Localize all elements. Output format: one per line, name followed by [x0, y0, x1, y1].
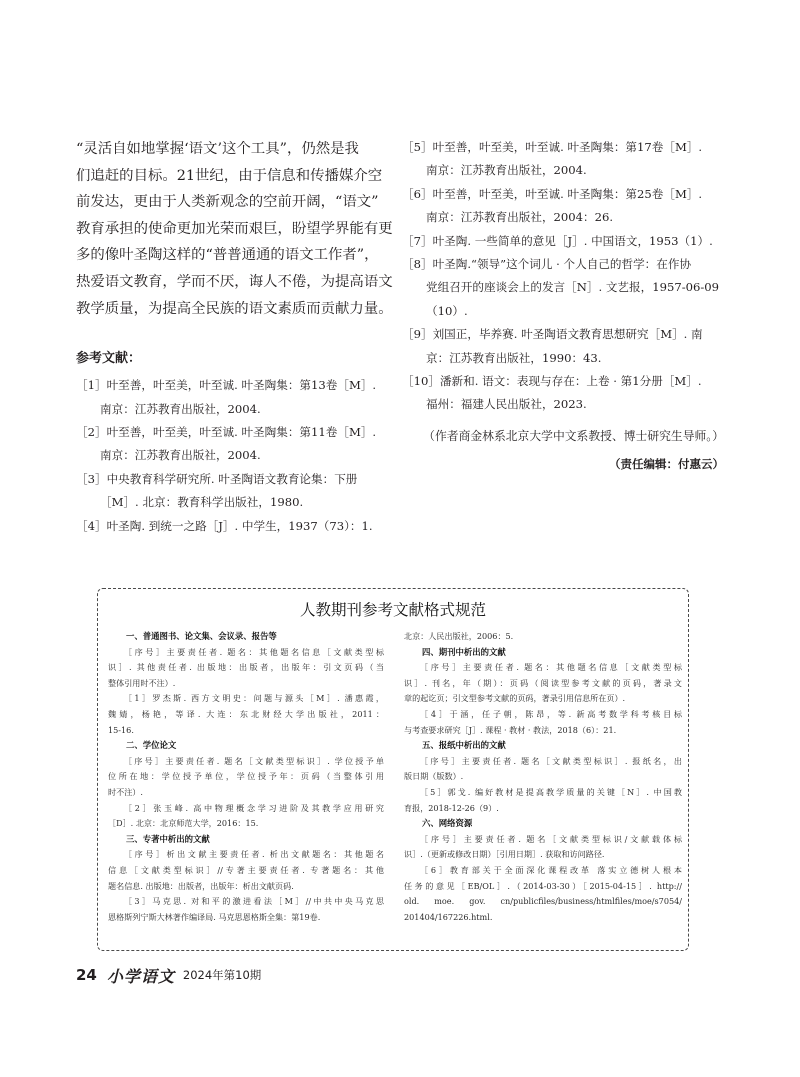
box-text-line: ［5］郭戈. 编好教材是提高教学质量的关键［N］. 中国教: [420, 786, 682, 797]
magazine-logo: 小学语文: [106, 966, 175, 986]
left-column: [76, 136, 394, 538]
box-text-line: 魏婧，杨艳，等译. 大连：东北财经大学出版社，2011：: [108, 708, 384, 719]
page-footer: [76, 962, 261, 988]
box-text-line: ［1］罗杰斯. 西方文明史：问题与源头［M］. 潘惠霞，: [124, 693, 384, 704]
box-text-line: 恩格斯列宁斯大林著作编译局. 马克思恩格斯全集：第19卷.: [108, 911, 321, 922]
box-text-line: ［D］. 北京：北京师范大学，2016：15.: [108, 818, 259, 829]
reference-line: ［7］叶圣陶. 一些简单的意见［J］. 中国语文，1953（1）.: [402, 233, 713, 248]
box-text-line: ［3］马克思. 对和平的激进看法［M］//中共中央马克思: [124, 896, 384, 907]
box-text-line: 识］. 其他责任者. 出版地：出版者，出版年：引文页码（当: [108, 662, 384, 673]
reference-line: ［4］叶圣陶. 到统一之路［J］. 中学生，1937（73）：1.: [76, 518, 373, 533]
box-text-line: ［序号］主要责任者. 题名［文献类型标识］. 报纸名，出: [420, 755, 682, 766]
reference-line: ［10］潘新和. 语文：表现与存在：上卷 · 第1分册［M］.: [402, 373, 702, 388]
reference-item: [76, 515, 394, 538]
box-text-line: 与考查要求研究［J］. 课程 · 教材 · 教法，2018（6）：21.: [404, 724, 617, 735]
box-text-line: ［序号］主要责任者. 题名［文献类型标识/文献载体标: [420, 833, 682, 844]
box-text-line: 时不注）.: [108, 786, 143, 797]
box-text-line: ［序号］主要责任者. 题名［文献类型标识］. 学位授予单: [124, 755, 384, 766]
box-text-line: 北京：人民出版社，2006：5.: [404, 631, 514, 641]
box-section-heading: 四、期刊中析出的文献: [422, 646, 506, 657]
box-text-line: 15-16.: [108, 724, 134, 735]
box-section-heading: 一、普通图书、论文集、会议录、报告等: [126, 631, 277, 641]
body-paragraph: [76, 136, 394, 322]
box-text-line: 201404/167226.html.: [404, 911, 493, 922]
box-section-heading: 三、专著中析出的文献: [126, 833, 210, 844]
author-note: （作者商金林系北京大学中文系教授、博士研究生导师。）: [423, 428, 724, 443]
body-text-line: “灵活自如地掌握‘语文’这个工具”，仍然是我: [76, 141, 359, 157]
reference-line: 党组召开的座谈会上的发言［N］. 文艺报，1957-06-09: [426, 280, 720, 295]
reference-item: [402, 370, 724, 417]
editor-note: （责任编辑：付惠云）: [609, 456, 724, 471]
reference-line: ［6］叶至善，叶至美，叶至诚. 叶圣陶集：第25卷［M］.: [402, 186, 703, 201]
box-text-line: 位所在地：学位授予单位，学位授予年：页码（当整体引用: [108, 771, 384, 782]
box-text-line: 育报，2018-12-26（9）.: [404, 802, 499, 813]
box-column-left: [108, 629, 384, 925]
references-heading: 参考文献：: [76, 351, 142, 367]
reference-line: ［M］. 北京：教育科学出版社，1980.: [100, 495, 304, 510]
box-text-line: 信息［文献类型标识］//专著主要责任者. 专著题名：其他: [108, 864, 384, 875]
box-text-line: ［序号］主要责任者. 题名：其他题名信息［文献类型标: [124, 646, 384, 657]
box-section-heading: 五、报纸中析出的文献: [422, 740, 506, 751]
box-text-line: 整体引用时不注）.: [108, 677, 176, 688]
right-column: [402, 136, 724, 475]
box-text-line: old. moe. gov. cn/publicfiles/business/htmlfiles/moe/s7054/: [404, 896, 682, 907]
reference-line: 南京：江苏教育出版社，2004.: [100, 401, 261, 416]
reference-line: ［1］叶至善，叶至美，叶至诚. 叶圣陶集：第13卷［M］.: [76, 378, 377, 393]
reference-line: 京：江苏教育出版社，1990：43.: [426, 350, 602, 365]
box-text-line: ［4］于涵，任子朝，陈昂，等. 新高考数学科考核目标: [420, 708, 682, 719]
body-text-line: 热爱语文教育，学而不厌，诲人不倦，为提高语文: [76, 273, 393, 290]
body-text-line: 前发达，更由于人类新观念的空前开阔，“语文”: [76, 194, 379, 211]
reference-line: ［2］叶至善，叶至美，叶至诚. 叶圣陶集：第11卷［M］.: [76, 424, 377, 439]
reference-line: （10）.: [426, 303, 468, 318]
reference-item: [76, 468, 394, 515]
page-number: 24: [76, 966, 97, 984]
box-text-line: ［序号］主要责任者. 题名：其他题名信息［文献类型标: [420, 662, 682, 673]
box-text-line: 任务的意见［EB/OL］.（2014-03-30）［2015-04-15］. http://: [404, 880, 682, 891]
body-text-line: 多的像叶圣陶这样的“普普通通的语文工作者”，: [76, 247, 379, 264]
body-text-line: 教育承担的使命更加光荣而艰巨，盼望学界能有更: [76, 220, 393, 237]
box-text-line: 识］.（更新或修改日期）［引用日期］. 获取和访问路径.: [404, 849, 605, 860]
reference-line: 南京：江苏教育出版社，2004.: [426, 163, 587, 178]
box-text-line: 识］. 刊名，年（期）：页码（阅读型参考文献的页码，著录文: [404, 677, 682, 688]
reference-item: [76, 421, 394, 468]
reference-line: 南京：江苏教育出版社，2004：26.: [426, 210, 614, 225]
reference-list-right: [402, 136, 724, 417]
reference-line: ［5］叶至善，叶至美，叶至诚. 叶圣陶集：第17卷［M］.: [402, 140, 703, 154]
reference-line: 南京：江苏教育出版社，2004.: [100, 448, 261, 463]
reference-line: ［8］叶圣陶.“领导”这个词儿 · 个人自己的哲学：在作协: [402, 256, 692, 271]
box-text-line: 版日期（版数）.: [404, 771, 464, 782]
reference-list-left: [76, 374, 394, 538]
body-text-line: 们追赶的目标。21世纪，由于信息和传播媒介空: [76, 167, 383, 184]
box-text-line: ［6］教育部关于全面深化课程改革 落实立德树人根本: [420, 864, 682, 875]
reference-line: ［9］刘国正，毕养赛. 叶圣陶语文教育思想研究［M］. 南: [402, 327, 703, 342]
box-text-line: 章的起讫页；引文型参考文献的页码，著录引用信息所在页）.: [404, 693, 626, 704]
reference-item: [402, 253, 724, 323]
issue-label: 2024年第10期: [182, 968, 262, 982]
reference-item: [402, 183, 724, 230]
body-text-line: 教学质量，为提高全民族的语文素质而贡献力量。: [76, 300, 393, 317]
reference-item: [402, 323, 724, 370]
reference-item: [76, 374, 394, 421]
box-text-line: ［序号］析出文献主要责任者. 析出文献题名：其他题名: [124, 849, 384, 860]
box-text-line: ［2］张玉峰. 高中物理概念学习进阶及其教学应用研究: [124, 802, 384, 813]
citation-format-box: [97, 588, 689, 951]
reference-item: [402, 230, 724, 253]
reference-line: ［3］中央教育科学研究所. 叶圣陶语文教育论集：下册: [76, 471, 358, 486]
box-text-line: 题名信息. 出版地：出版者，出版年：析出文献页码.: [108, 880, 294, 891]
box-section-heading: 二、学位论文: [126, 740, 177, 751]
box-section-heading: 六、网络资源: [422, 818, 473, 829]
box-column-right: [404, 629, 682, 925]
reference-line: 福州：福建人民出版社，2023.: [426, 397, 587, 412]
reference-item: [402, 136, 724, 183]
box-title: 人教期刊参考文献格式规范: [299, 601, 486, 619]
